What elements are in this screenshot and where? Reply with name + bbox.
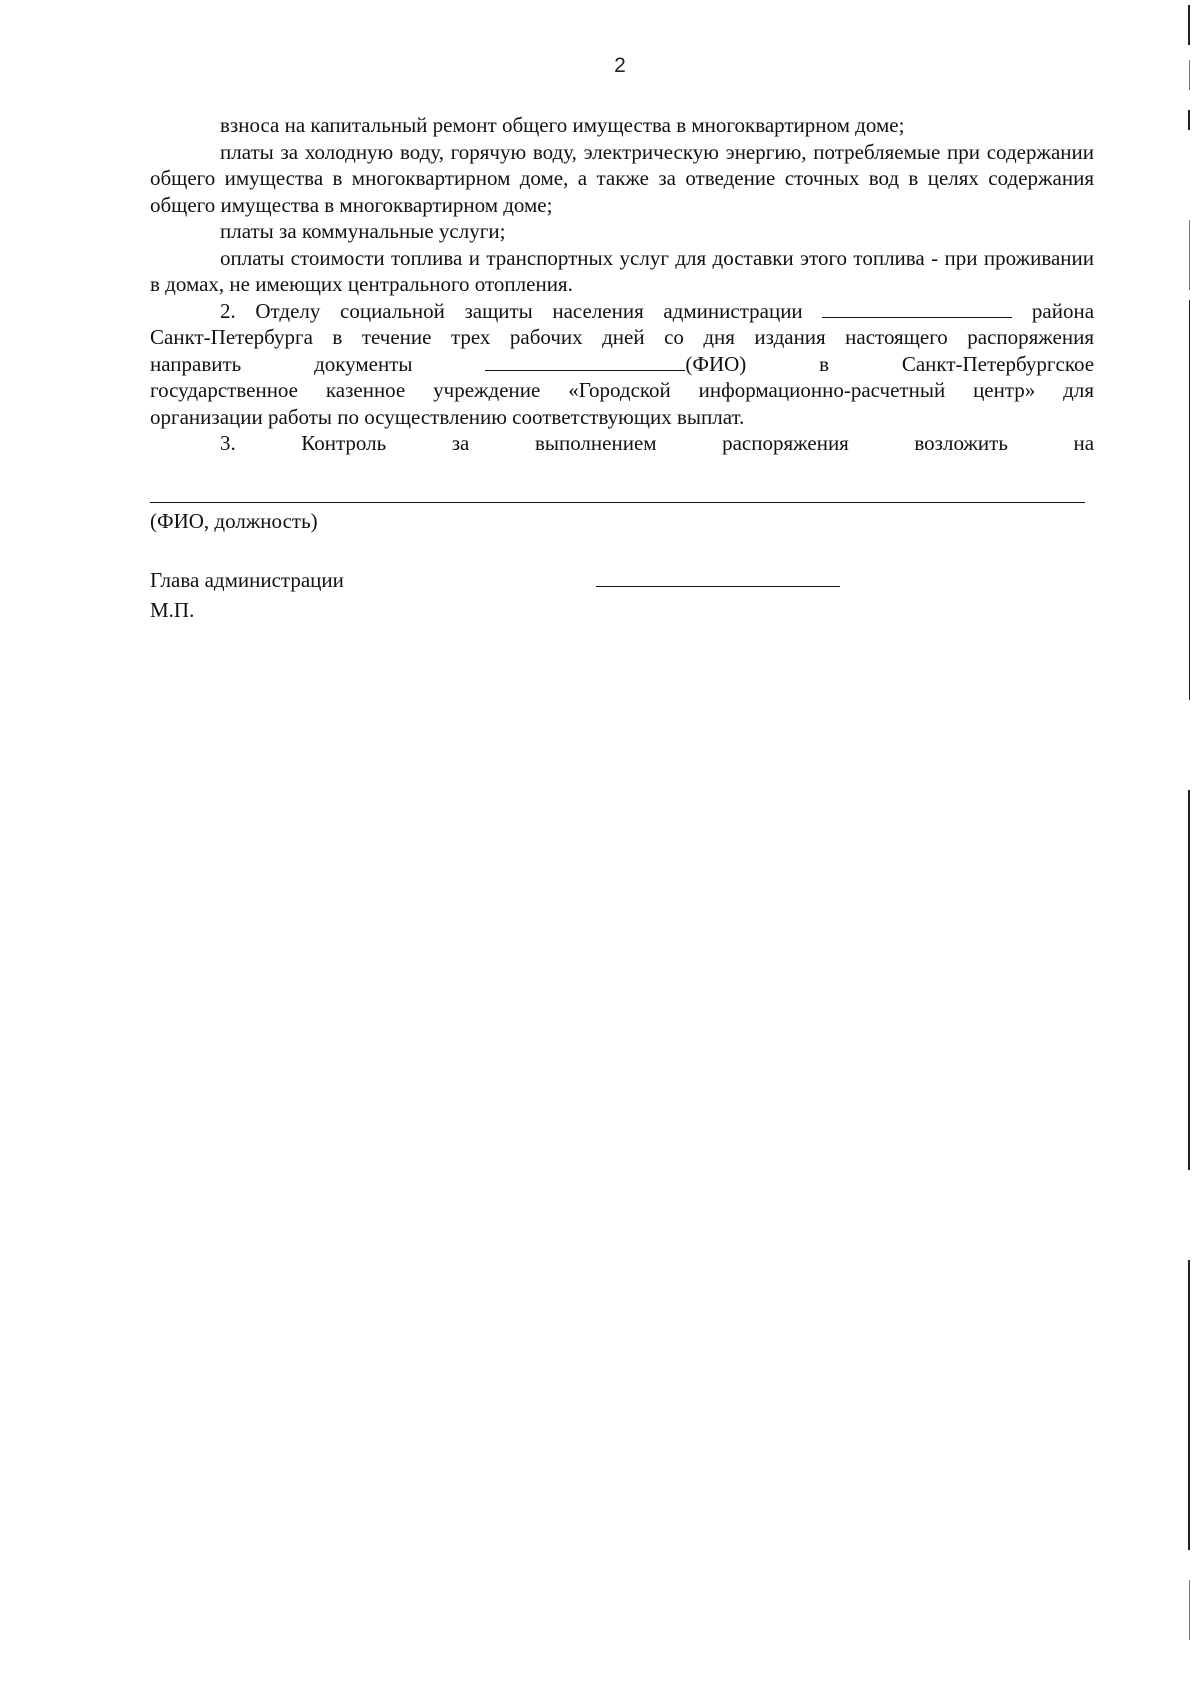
scan-edge-mark bbox=[1188, 790, 1190, 1170]
item-3-word-order: распоряжения bbox=[722, 431, 849, 455]
item-2-line-2: Санкт-Петербурга в течение трех рабочих дней со дня издания настоящего распоряжения bbox=[150, 325, 1094, 349]
item-2-line-5: организации работы по осуществлению соответствующих выплат. bbox=[150, 404, 745, 429]
item-2-start: 2. Отделу социальной защиты населения администрации bbox=[220, 298, 803, 323]
scan-edge-mark bbox=[1188, 5, 1190, 45]
item-2-district-word: района bbox=[1031, 298, 1095, 323]
document-body bbox=[150, 112, 1094, 457]
head-of-administration-title: Глава администрации bbox=[150, 568, 344, 592]
scan-edge-mark bbox=[1189, 1580, 1190, 1640]
item-3-word-on: на bbox=[1073, 431, 1095, 455]
item-2-line-3 bbox=[150, 351, 1094, 378]
signature-blank-line bbox=[596, 586, 840, 587]
scan-edge-mark bbox=[1189, 300, 1190, 700]
district-blank-line bbox=[822, 299, 1012, 318]
paragraph-capital-repair: взноса на капитальный ремонт общего имущества в многоквартирном доме; bbox=[220, 113, 905, 137]
fio-label: (ФИО) bbox=[685, 351, 747, 376]
fio-position-caption: (ФИО, должность) bbox=[150, 509, 318, 533]
paragraph-utilities-common-property: платы за холодную воду, горячую воду, электрическую энергию, потребляемые при содержании общего имущества в многоквартирном доме, а также за отведение сточных вод в целях содержания общего имущества в многоквартирном доме; bbox=[150, 139, 1094, 217]
item-2-in-word: в bbox=[819, 351, 830, 376]
item-3-line bbox=[150, 430, 1094, 457]
item-2-line-1 bbox=[150, 298, 1094, 325]
item-3-word-execution: выполнением bbox=[534, 431, 657, 455]
item-2-line-4: государственное казенное учреждение «Городской информационно-расчетный центр» для bbox=[150, 378, 1094, 402]
page-number: 2 bbox=[614, 54, 626, 77]
fio-blank-line bbox=[485, 352, 685, 371]
scan-edge-mark bbox=[1189, 220, 1190, 290]
item-3-word-for: за bbox=[451, 431, 470, 455]
fio-blank-group bbox=[485, 352, 746, 376]
item-2-spb-word: Санкт-Петербургское bbox=[901, 351, 1095, 376]
item-2-send-word: направить bbox=[150, 351, 242, 376]
item-3-number: 3. bbox=[220, 431, 236, 455]
scan-edge-mark bbox=[1188, 1260, 1190, 1550]
item-2-documents-word: документы bbox=[314, 351, 413, 376]
item-3-word-control: Контроль bbox=[301, 431, 387, 455]
paragraph-fuel-cost: оплаты стоимости топлива и транспортных услуг для доставки этого топлива - при проживании в домах, не имеющих центрального отопления. bbox=[150, 245, 1094, 296]
signature-block bbox=[150, 565, 344, 625]
seal-place-label: М.П. bbox=[150, 598, 195, 622]
scan-edge-mark bbox=[1189, 60, 1190, 90]
responsible-person-blank-line bbox=[150, 502, 1085, 503]
scan-edge-mark bbox=[1188, 110, 1190, 130]
item-3-word-assign: возложить bbox=[914, 431, 1008, 455]
paragraph-communal-services: платы за коммунальные услуги; bbox=[220, 219, 506, 243]
